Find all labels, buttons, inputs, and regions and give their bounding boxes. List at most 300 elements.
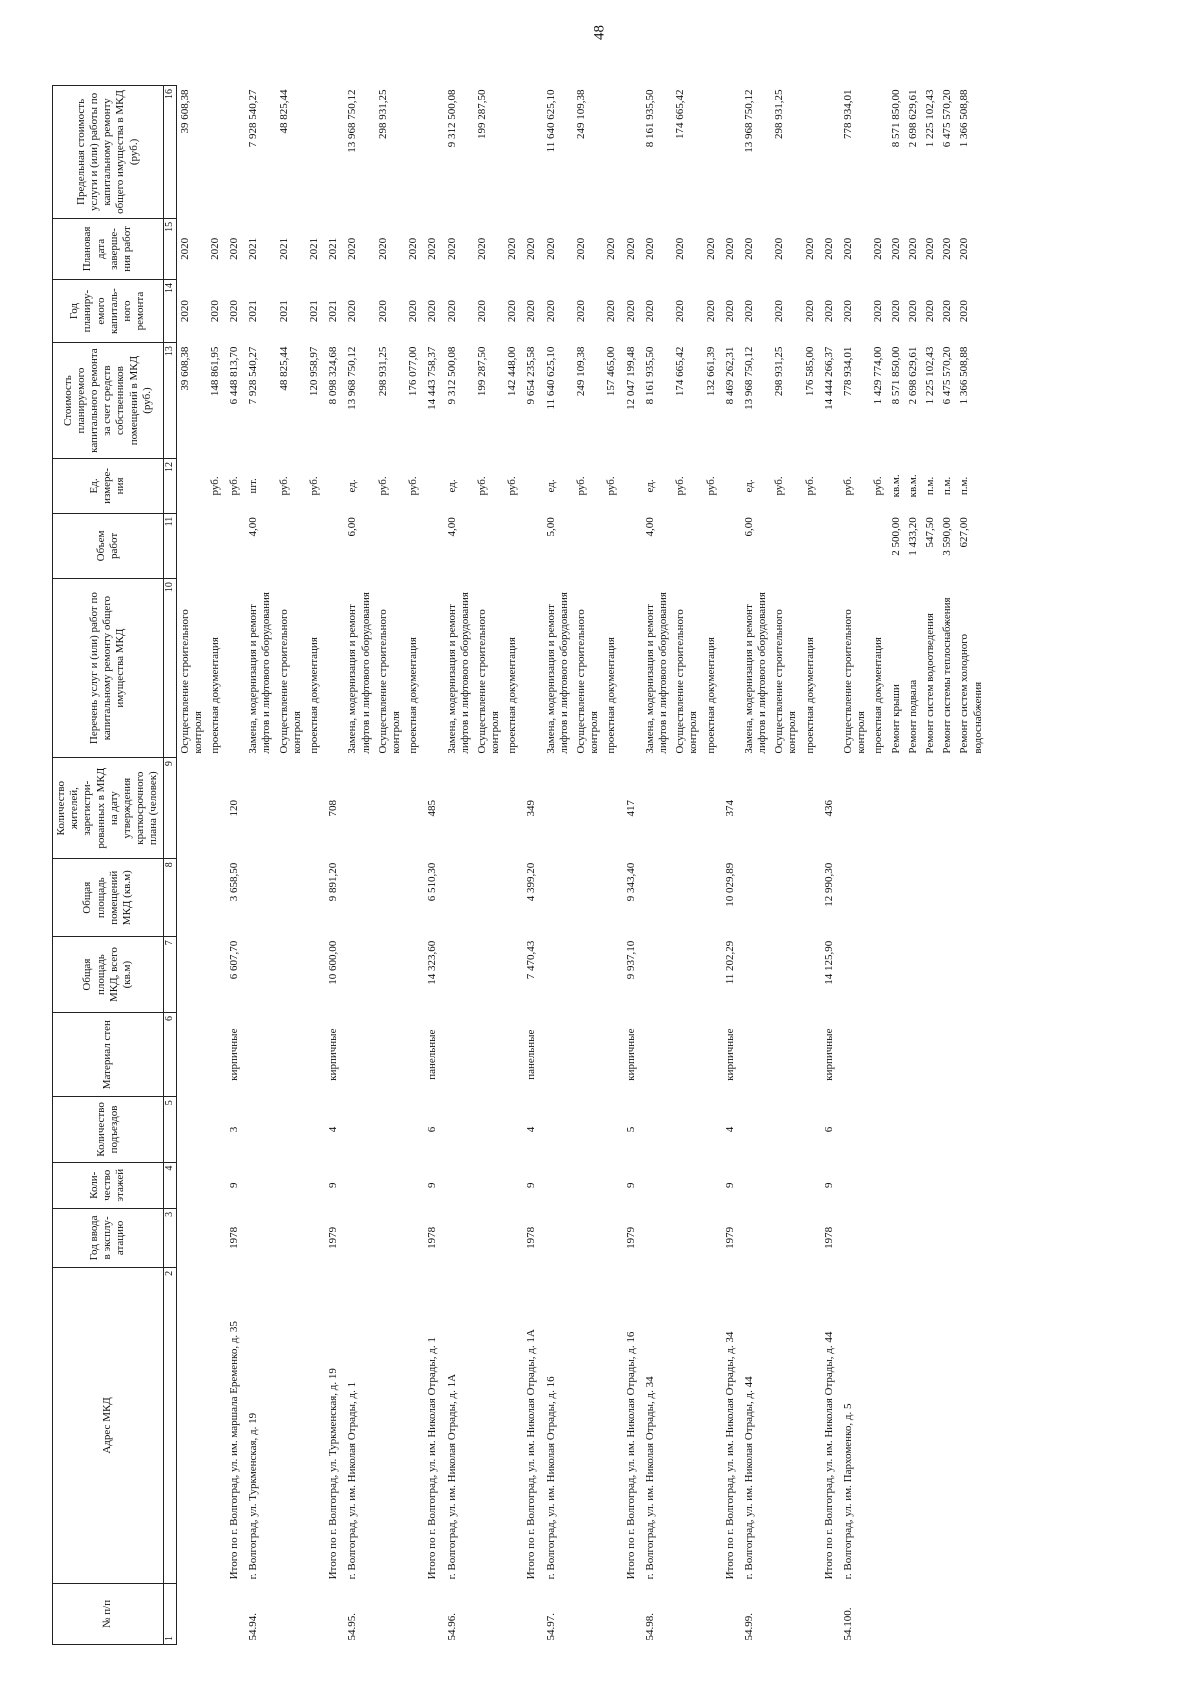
cell-c3	[276, 1208, 306, 1267]
cell-c9	[603, 758, 620, 859]
cell-c1	[375, 1583, 405, 1644]
table-row	[642, 86, 672, 1645]
cell-c2	[905, 1267, 922, 1583]
cell-c7	[741, 937, 771, 1013]
cell-c8: 4 399,20	[525, 862, 538, 902]
cell-c8	[642, 859, 672, 937]
cell-c6	[802, 1013, 819, 1097]
cell-c5	[672, 1097, 702, 1162]
cell-c8	[245, 859, 275, 937]
cell-c11	[771, 513, 801, 578]
cell-c14: 2020	[704, 300, 717, 323]
cell-c14: 2021	[277, 300, 290, 323]
cell-c6: кирпичные	[624, 1028, 637, 1081]
cell-c15: 2020	[178, 237, 191, 260]
cell-c1	[474, 1583, 504, 1644]
header-cell: Коли-чество этажей	[53, 1162, 164, 1208]
cell-c14: 2020	[544, 300, 557, 323]
capital-repair-table	[52, 85, 987, 1645]
cell-c8: 6 510,30	[426, 862, 439, 902]
cell-c1	[888, 1583, 905, 1644]
cell-c5	[543, 1097, 573, 1162]
cell-c12: руб.	[773, 476, 786, 496]
cell-c14: 2020	[906, 300, 919, 323]
cell-c15: 2020	[822, 237, 835, 260]
cell-c8	[276, 859, 306, 937]
cell-c6: кирпичные	[822, 1028, 835, 1081]
cell-c15: 2021	[277, 237, 290, 260]
cell-c7	[922, 937, 939, 1013]
cell-c4	[276, 1162, 306, 1208]
table-row	[939, 86, 956, 1645]
cell-c9	[870, 758, 887, 859]
cell-c14: 2020	[842, 300, 854, 323]
cell-c8	[922, 859, 939, 937]
cell-c6	[444, 1013, 474, 1097]
cell-c5	[922, 1097, 939, 1162]
cell-c8	[956, 859, 986, 937]
table-row	[207, 86, 224, 1645]
cell-c5	[474, 1097, 504, 1162]
cell-c6	[672, 1013, 702, 1097]
cell-c5	[245, 1097, 275, 1162]
header-cell: Объем работ	[53, 513, 164, 578]
cell-c8: 10 029,89	[723, 862, 736, 907]
cell-c7: 9 937,10	[624, 940, 637, 980]
table-row	[771, 86, 801, 1645]
cell-c9	[573, 758, 603, 859]
cell-c3	[176, 1208, 207, 1267]
cell-c9: 374	[723, 799, 736, 817]
table-row	[802, 86, 819, 1645]
cell-c6	[573, 1013, 603, 1097]
cell-c6	[922, 1013, 939, 1097]
cell-c3	[603, 1208, 620, 1267]
cell-c12: руб.	[407, 476, 420, 496]
cell-c8	[888, 859, 905, 937]
cell-c13: 14 443 758,37	[426, 346, 439, 410]
cell-c8	[672, 859, 702, 937]
cell-c3: 1979	[327, 1226, 340, 1249]
cell-c10: Ремонт крыши	[889, 684, 902, 754]
cell-c2: г. Волгоград, ул. им. Николая Отрады, д. 1	[346, 1381, 359, 1580]
cell-c11	[703, 513, 720, 578]
cell-c11	[474, 513, 504, 578]
cell-c6	[207, 1013, 224, 1097]
cell-c12: руб.	[208, 476, 221, 496]
cell-c15: 2020	[208, 237, 221, 260]
cell-c3	[405, 1208, 422, 1267]
cell-c9	[939, 758, 956, 859]
cell-c13: 13 968 750,12	[742, 346, 755, 410]
cell-c16	[405, 86, 422, 219]
cell-c5	[573, 1097, 603, 1162]
cell-c12	[819, 459, 840, 514]
cell-c7	[870, 937, 887, 1013]
cell-c7: 7 470,43	[525, 940, 538, 980]
column-number: 14	[163, 279, 176, 342]
cell-c15: 2021	[327, 237, 340, 260]
cell-c14: 2021	[247, 300, 260, 323]
cell-c14: 2020	[822, 300, 835, 323]
cell-c10	[422, 579, 443, 758]
cell-c6: кирпичные	[228, 1028, 241, 1081]
cell-c5	[771, 1097, 801, 1162]
cell-c4	[703, 1162, 720, 1208]
cell-c5	[176, 1097, 207, 1162]
cell-c15: 2020	[544, 237, 557, 260]
cell-c14: 2020	[475, 300, 488, 323]
cell-c15: 2020	[723, 237, 736, 260]
cell-c4	[922, 1162, 939, 1208]
cell-c15: 2020	[426, 237, 439, 260]
cell-c10	[323, 579, 344, 758]
cell-c14: 2020	[923, 300, 936, 323]
cell-c15: 2020	[525, 237, 538, 260]
cell-c9	[306, 758, 323, 859]
cell-c16: 199 287,50	[475, 89, 488, 139]
cell-c10: проектная документация	[803, 637, 816, 754]
cell-c7	[905, 937, 922, 1013]
cell-c4	[603, 1162, 620, 1208]
cell-c10: проектная документация	[704, 637, 717, 754]
cell-c15: 2020	[803, 237, 816, 260]
total-row	[323, 86, 344, 1645]
cell-c2	[573, 1267, 603, 1583]
cell-c3	[672, 1208, 702, 1267]
cell-c16	[819, 86, 840, 219]
cell-c11	[573, 513, 603, 578]
cell-c14: 2020	[773, 300, 786, 323]
cell-c2	[276, 1267, 306, 1583]
cell-c16	[521, 86, 542, 219]
cell-c13: 9 654 235,58	[525, 346, 538, 405]
cell-c10: Ремонт систем холодного водоснабжения	[958, 633, 984, 754]
cell-c8	[840, 859, 870, 937]
cell-c7: 6 607,70	[228, 940, 241, 980]
cell-c7	[802, 937, 819, 1013]
total-row	[521, 86, 542, 1645]
table-header	[53, 86, 177, 1645]
cell-c16: 778 934,01	[842, 89, 854, 139]
cell-c5	[870, 1097, 887, 1162]
cell-c8	[771, 859, 801, 937]
table-row	[840, 86, 870, 1645]
cell-c4	[543, 1162, 573, 1208]
cell-c11	[306, 513, 323, 578]
cell-c8	[207, 859, 224, 937]
cell-c16: 13 968 750,12	[346, 89, 359, 153]
cell-c2: Итого по г. Волгоград, ул. им. маршала Еременко, д. 35	[228, 1321, 241, 1580]
cell-c8	[344, 859, 374, 937]
cell-c11: 3 590,00	[941, 517, 954, 556]
cell-c16: 7 928 540,27	[247, 89, 260, 148]
cell-c16: 39 608,38	[178, 89, 191, 134]
cell-c9: 708	[327, 799, 340, 817]
cell-c1	[703, 1583, 720, 1644]
cell-c1	[207, 1583, 224, 1644]
cell-c11: 4,00	[445, 517, 458, 537]
cell-c4	[741, 1162, 771, 1208]
cell-c9	[444, 758, 474, 859]
cell-c1	[956, 1583, 986, 1644]
cell-c9	[888, 758, 905, 859]
cell-c4	[375, 1162, 405, 1208]
cell-c13: 298 931,25	[376, 346, 389, 397]
cell-c13: 48 825,44	[277, 346, 290, 391]
cell-c4	[956, 1162, 986, 1208]
cell-c8	[474, 859, 504, 937]
cell-c9	[276, 758, 306, 859]
column-number: 13	[163, 343, 176, 459]
cell-c8: 9 343,40	[624, 862, 637, 902]
cell-c10: проектная документация	[208, 637, 221, 754]
cell-c4: 9	[624, 1182, 637, 1188]
cell-c3: 1978	[822, 1226, 835, 1249]
cell-c11: 4,00	[643, 517, 656, 537]
cell-c3	[245, 1208, 275, 1267]
cell-c1: 54.97.	[544, 1613, 557, 1641]
cell-c10: проектная документация	[605, 637, 618, 754]
header-cell: Материал стен	[53, 1013, 164, 1097]
table-row	[741, 86, 771, 1645]
cell-c11: 2 500,00	[889, 517, 902, 556]
cell-c9: 417	[624, 799, 637, 817]
cell-c11	[405, 513, 422, 578]
cell-c3	[870, 1208, 887, 1267]
header-cell: Количество подъездов	[53, 1097, 164, 1162]
cell-c11: 4,00	[247, 517, 260, 537]
cell-c3	[344, 1208, 374, 1267]
cell-c11	[802, 513, 819, 578]
cell-c4	[840, 1162, 870, 1208]
cell-c12: ед.	[346, 479, 359, 493]
cell-c3	[939, 1208, 956, 1267]
cell-c5: 6	[822, 1126, 835, 1133]
header-cell: Предельная стоимость услуги и (или) работы по капитальному ремонту общего имущества в МКД (руб.)	[53, 86, 164, 219]
cell-c3: 1978	[426, 1226, 439, 1249]
cell-c7	[956, 937, 986, 1013]
table-row	[870, 86, 887, 1645]
cell-c2	[922, 1267, 939, 1583]
table-row	[672, 86, 702, 1645]
cell-c13: 148 861,95	[208, 346, 221, 397]
cell-c12: руб.	[475, 476, 488, 496]
cell-c7	[474, 937, 504, 1013]
cell-c15: 2020	[346, 237, 359, 260]
cell-c13: 9 312 500,08	[445, 346, 458, 405]
header-cell: Плановая дата заверше-ния работ	[53, 218, 164, 279]
cell-c10	[819, 579, 840, 758]
cell-c11	[621, 513, 642, 578]
cell-c6	[245, 1013, 275, 1097]
table-row	[703, 86, 720, 1645]
cell-c4	[642, 1162, 672, 1208]
cell-c12: шт.	[247, 478, 260, 494]
cell-c2: г. Волгоград, ул. им. Пархоменко, д. 5	[842, 1403, 854, 1580]
cell-c5	[375, 1097, 405, 1162]
cell-c7	[375, 937, 405, 1013]
cell-c16	[802, 86, 819, 219]
cell-c9	[344, 758, 374, 859]
cell-c16	[720, 86, 741, 219]
cell-c1	[573, 1583, 603, 1644]
cell-c9	[176, 758, 207, 859]
total-row	[422, 86, 443, 1645]
cell-c2	[474, 1267, 504, 1583]
cell-c9	[905, 758, 922, 859]
cell-c11	[224, 513, 245, 578]
cell-c4: 9	[822, 1182, 835, 1188]
cell-c12: ед.	[742, 479, 755, 493]
column-number: 2	[163, 1267, 176, 1583]
cell-c6	[276, 1013, 306, 1097]
cell-c1	[306, 1583, 323, 1644]
cell-c5: 4	[327, 1126, 340, 1133]
cell-c13: 199 287,50	[475, 346, 488, 397]
cell-c12: руб.	[228, 476, 241, 496]
cell-c15: 2020	[624, 237, 637, 260]
cell-c2	[771, 1267, 801, 1583]
cell-c12: руб.	[704, 476, 717, 496]
cell-c5	[405, 1097, 422, 1162]
cell-c10: проектная документация	[407, 637, 420, 754]
column-number: 3	[163, 1208, 176, 1267]
cell-c13: 142 448,00	[506, 346, 519, 397]
cell-c14: 2020	[958, 300, 971, 323]
table-row	[603, 86, 620, 1645]
column-number: 7	[163, 937, 176, 1013]
cell-c2: Итого по г. Волгоград, ул. им. Николая Отрады, д. 34	[723, 1331, 736, 1580]
cell-c1	[276, 1583, 306, 1644]
cell-c9	[375, 758, 405, 859]
cell-c11	[840, 513, 870, 578]
cell-c12	[176, 459, 207, 514]
cell-c13: 2 698 629,61	[906, 346, 919, 405]
cell-c14: 2020	[426, 300, 439, 323]
cell-c4	[306, 1162, 323, 1208]
total-row	[224, 86, 245, 1645]
cell-c1	[224, 1583, 245, 1644]
cell-c1	[870, 1583, 887, 1644]
cell-c3	[504, 1208, 521, 1267]
cell-c13: 14 444 266,37	[822, 346, 835, 410]
cell-c1	[603, 1583, 620, 1644]
cell-c6	[306, 1013, 323, 1097]
cell-c12	[720, 459, 741, 514]
cell-c2: г. Волгоград, ул. им. Николая Отрады, д. 34	[643, 1376, 656, 1580]
cell-c13: 249 109,38	[575, 346, 587, 397]
cell-c15: 2020	[376, 237, 389, 260]
cell-c3	[207, 1208, 224, 1267]
cell-c15: 2020	[407, 237, 420, 260]
cell-c2	[405, 1267, 422, 1583]
cell-c3	[375, 1208, 405, 1267]
cell-c1: 54.96.	[445, 1613, 458, 1641]
cell-c8: 12 990,30	[822, 862, 835, 907]
cell-c7	[405, 937, 422, 1013]
cell-c9	[672, 758, 702, 859]
cell-c10: Осуществление строительного контроля	[376, 609, 402, 754]
cell-c1: 54.99.	[742, 1613, 755, 1641]
cell-c2	[306, 1267, 323, 1583]
cell-c13: 176 077,00	[407, 346, 420, 397]
cell-c9	[207, 758, 224, 859]
table-row	[276, 86, 306, 1645]
cell-c10: Замена, модернизация и ремонт лифтов и лифтового оборудования	[742, 592, 769, 754]
cell-c12: ед.	[643, 479, 656, 493]
cell-c2	[375, 1267, 405, 1583]
cell-c13: 8 571 850,00	[889, 346, 902, 405]
cell-c2	[956, 1267, 986, 1583]
total-row	[621, 86, 642, 1645]
cell-c16: 298 931,25	[376, 89, 389, 139]
cell-c2	[672, 1267, 702, 1583]
cell-c12: ед.	[445, 479, 458, 493]
cell-c15: 2020	[923, 237, 936, 260]
cell-c11: 6,00	[742, 517, 755, 537]
cell-c16	[703, 86, 720, 219]
cell-c2	[603, 1267, 620, 1583]
cell-c16: 1 225 102,43	[923, 89, 936, 148]
cell-c2: г. Волгоград, ул. им. Николая Отрады, д. 16	[544, 1376, 557, 1580]
cell-c7	[771, 937, 801, 1013]
cell-c15: 2020	[773, 237, 786, 260]
cell-c3: 1979	[624, 1226, 637, 1249]
header-cell: Общая площадь помещений МКД (кв.м)	[53, 859, 164, 937]
cell-c13: 174 665,42	[674, 346, 687, 397]
cell-c3	[474, 1208, 504, 1267]
cell-c10: Осуществление строительного контроля	[773, 609, 799, 754]
cell-c11: 5,00	[544, 517, 557, 537]
cell-c16: 249 109,38	[575, 89, 587, 139]
cell-c9: 436	[822, 799, 835, 817]
cell-c12: руб.	[277, 476, 290, 496]
cell-c13: 132 661,39	[704, 346, 717, 397]
cell-c9	[504, 758, 521, 859]
cell-c4	[344, 1162, 374, 1208]
cell-c16	[323, 86, 344, 219]
cell-c6	[703, 1013, 720, 1097]
cell-c10: Ремонт системы теплоснабжения	[941, 597, 954, 754]
header-cell: Общая площадь МКД, всего (кв.м)	[53, 937, 164, 1013]
cell-c1	[672, 1583, 702, 1644]
table-row	[573, 86, 603, 1645]
cell-c4	[939, 1162, 956, 1208]
cell-c11	[672, 513, 702, 578]
column-number: 1	[163, 1583, 176, 1644]
cell-c9	[741, 758, 771, 859]
cell-c12: руб.	[506, 476, 519, 496]
cell-c15: 2020	[475, 237, 488, 260]
cell-c15: 2020	[704, 237, 717, 260]
header-row	[53, 86, 164, 1645]
cell-c15: 2020	[889, 237, 902, 260]
cell-c14: 2020	[506, 300, 519, 323]
cell-c1	[905, 1583, 922, 1644]
cell-c11: 547,50	[923, 517, 936, 548]
cell-c8	[703, 859, 720, 937]
table-row	[176, 86, 207, 1645]
cell-c7	[444, 937, 474, 1013]
cell-c10: Замена, модернизация и ремонт лифтов и лифтового оборудования	[643, 592, 669, 754]
cell-c11	[323, 513, 344, 578]
cell-c16	[306, 86, 323, 219]
cell-c14: 2021	[308, 300, 320, 323]
cell-c5: 3	[228, 1126, 241, 1133]
cell-c7	[276, 937, 306, 1013]
cell-c4	[444, 1162, 474, 1208]
